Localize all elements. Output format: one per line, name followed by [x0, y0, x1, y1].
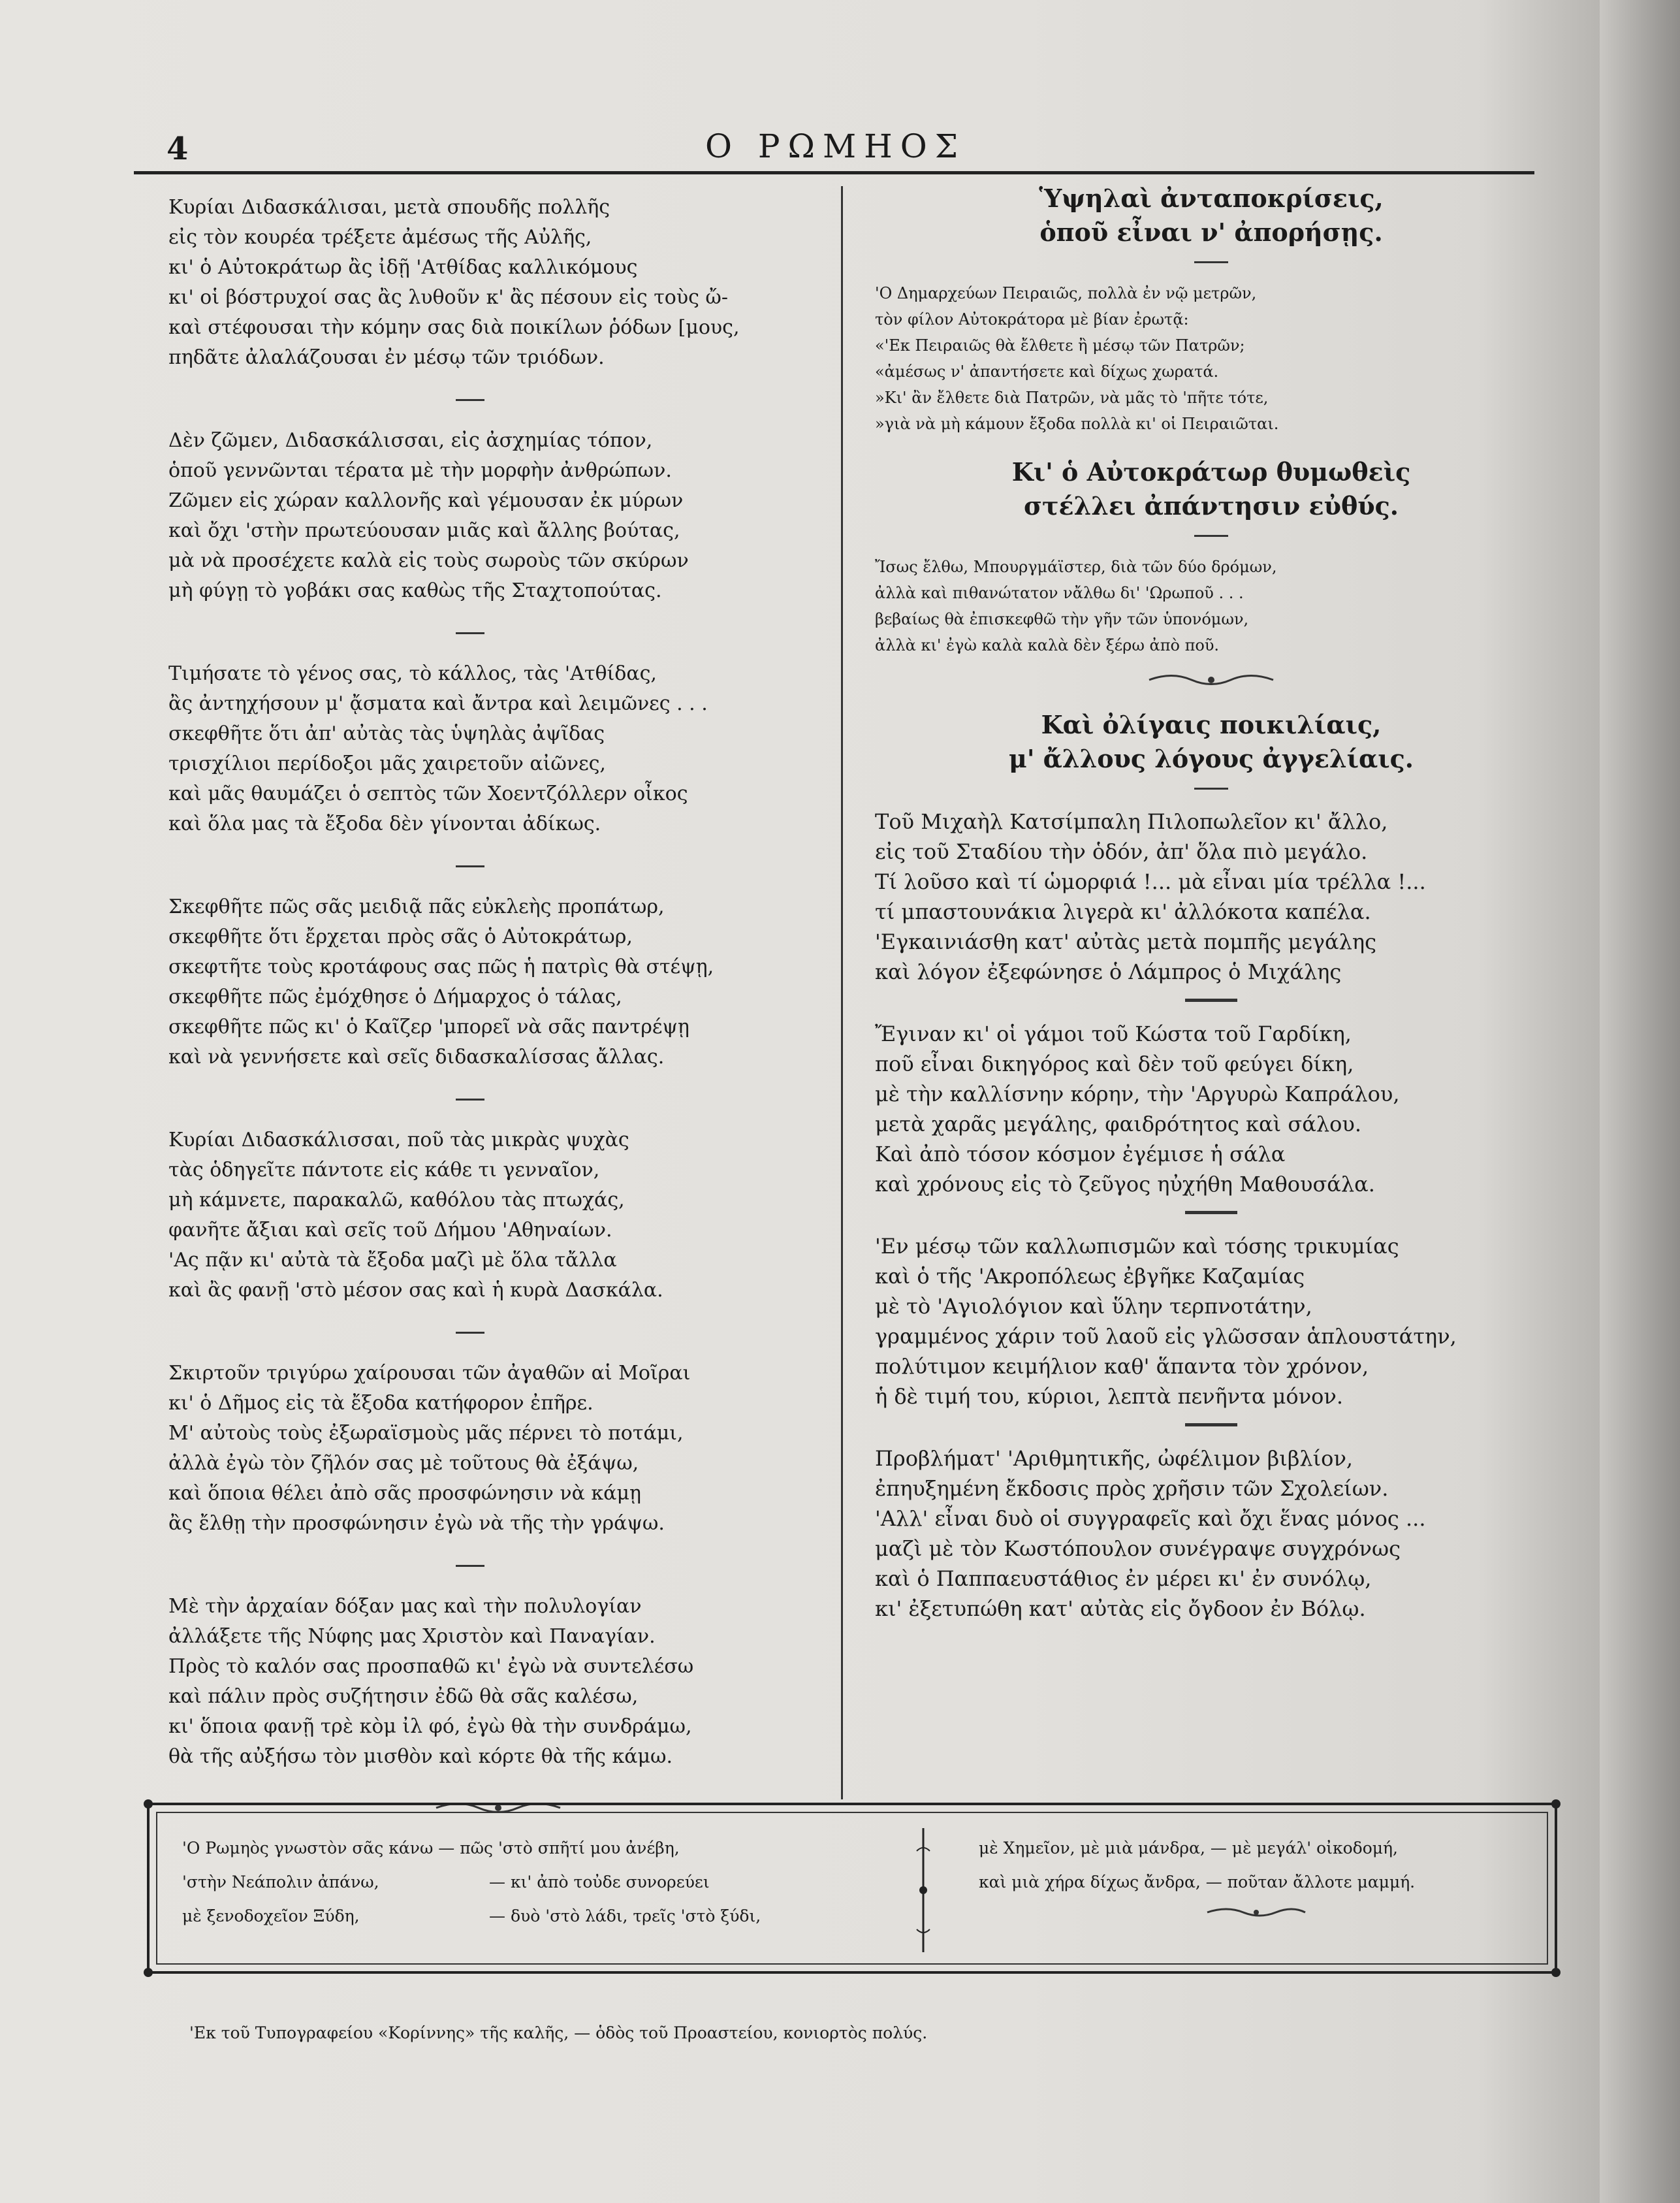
- notice-stanza: [875, 807, 1547, 987]
- verse-line: καὶ ὅλα μας τὰ ἔξοδα δὲν γίνονται ἀδίκως.: [168, 812, 601, 835]
- verse-line: κι' ὁ Δῆμος εἰς τὰ ἔξοδα κατήφορον ἐπῆρε.: [168, 1392, 594, 1415]
- ad-line-text: μὲ Χημεῖον, μὲ μιὰ μάνδρα, — μὲ μεγάλ' οἰκοδομή,: [979, 1839, 1398, 1857]
- verse-line: Μὲ τὴν ἀρχαίαν δόξαν μας καὶ τὴν πολυλογίαν: [168, 1595, 642, 1618]
- verse-line: σκεφθῆτε ὅτι ἀπ' αὐτὰς τὰς ὑψηλὰς ἀψῖδας: [168, 722, 605, 745]
- verse-line: ἀλλάξετε τῆς Νύφης μας Χριστὸν καὶ Παναγίαν.: [168, 1625, 656, 1648]
- verse-line: ἀλλὰ καὶ πιθανώτατον νἄλθω δι' 'Ωρωποῦ . . .: [875, 584, 1244, 602]
- notice-stanza: [875, 1231, 1547, 1411]
- verse-line: καὶ ὁ Παππαευστάθιος ἐν μέρει κι' ἐν συνόλῳ,: [875, 1566, 1372, 1591]
- stanza: [168, 892, 828, 1072]
- verse-line: πολύτιμον κειμήλιον καθ' ἅπαντα τὸν χρόνον,: [875, 1354, 1369, 1379]
- verse-line: 'Αλλ' εἶναι δυὸ οἱ συγγραφεῖς καὶ ὄχι ἕνας μόνος ...: [875, 1506, 1426, 1531]
- verse-line: Καὶ ἀπὸ τόσον κόσμον ἐγέμισε ἡ σάλα: [875, 1142, 1286, 1166]
- notice-stanza: [875, 1443, 1547, 1624]
- verse-line: Ζῶμεν εἰς χώραν καλλονῆς καὶ γέμουσαν ἐκ μύρων: [168, 489, 684, 512]
- verse-line: ὁποῦ γεννῶνται τέρατα μὲ τὴν μορφὴν ἀνθρώπων.: [168, 459, 672, 482]
- verse-line: κι' οἱ βόστρυχοί σας ἂς λυθοῦν κ' ἂς πέσουν εἰς τοὺς ὤ-: [168, 286, 729, 309]
- verse-line: 'Ο Δημαρχεύων Πειραιῶς, πολλὰ ἐν νῷ μετρῶν,: [875, 284, 1257, 302]
- verse-line: τρισχίλιοι περίδοξοι μᾶς χαιρετοῦν αἰῶνες,: [168, 752, 606, 775]
- advertisement-left-text: [182, 1831, 953, 1933]
- verse-line: μὰ νὰ προσέχετε καλὰ εἰς τοὺς σωροὺς τῶν σκύρων: [168, 549, 689, 572]
- verse-line: Κυρίαι Διδασκάλισαι, μετὰ σπουδῆς πολλῆς: [168, 196, 610, 219]
- verse-line: σκεφθῆτε πῶς κι' ὁ Καῖζερ 'μπορεῖ νὰ σᾶς παντρέψῃ: [168, 1016, 689, 1038]
- stanza-separator: [456, 1099, 484, 1101]
- verse-line: μὴ κάμνετε, παρακαλῶ, καθόλου τὰς πτωχάς,: [168, 1189, 625, 1212]
- verse-line: γραμμένος χάριν τοῦ λαοῦ εἰς γλῶσσαν ἁπλουστάτην,: [875, 1324, 1457, 1349]
- verse-line: Σκεφθῆτε πῶς σᾶς μειδιᾷ πᾶς εὐκλεὴς προπάτωρ,: [168, 895, 665, 918]
- verse-line: ἐπηυξημένη ἔκδοσις πρὸς χρῆσιν τῶν Σχολείων.: [875, 1476, 1389, 1501]
- section-heading: Κι' ὁ Αὐτοκράτωρ θυμωθεὶς: [1011, 457, 1411, 487]
- advertisement-box: [147, 1803, 1557, 1974]
- ad-line: [979, 1865, 1534, 1899]
- corner-dot-icon: [1551, 1968, 1561, 1977]
- verse-line: καὶ χρόνους εἰς τὸ ζεῦγος ηὐχήθη Μαθουσάλα.: [875, 1172, 1375, 1197]
- verse-line: καὶ λόγον ἐξεφώνησε ὁ Λάμπρος ὁ Μιχάλης: [875, 959, 1342, 984]
- verse-line: ἂς ἀντηχήσουν μ' ᾄσματα καὶ ἄντρα καὶ λειμῶνες . . .: [168, 692, 708, 715]
- flourish-ornament: [979, 1905, 1534, 1923]
- vertical-ornament-icon: [913, 1825, 933, 1955]
- verse-line: καὶ στέφουσαι τὴν κόμην σας διὰ ποικίλων ῥόδων [μους,: [168, 316, 740, 339]
- verse-line: Πρὸς τὸ καλόν σας προσπαθῶ κι' ἐγὼ νὰ συντελέσω: [168, 1655, 694, 1678]
- verse-line: καὶ ὁ τῆς 'Ακροπόλεως ἐβγῆκε Καζαμίας: [875, 1264, 1305, 1289]
- verse-line: σκεφθῆτε πῶς ἐμόχθησε ὁ Δήμαρχος ὁ τάλας,: [168, 986, 622, 1008]
- section-heading: μ' ἄλλους λόγους ἀγγελίαις.: [1009, 744, 1414, 773]
- verse-line: καὶ ὅποια θέλει ἀπὸ σᾶς προσφώνησιν νὰ κάμῃ: [168, 1482, 641, 1505]
- section-heading: Ὑψηλαὶ ἀνταποκρίσεις,: [1039, 184, 1384, 213]
- stanza: [168, 193, 828, 373]
- verse-line: Ἴσως ἔλθω, Μπουργμάϊστερ, διὰ τῶν δύο δρόμων,: [875, 558, 1277, 576]
- verse-line: καὶ μᾶς θαυμάζει ὁ σεπτὸς τῶν Χοεντζόλλερν οἶκος: [168, 782, 688, 805]
- verse-line: Ἔγιναν κι' οἱ γάμοι τοῦ Κώστα τοῦ Γαρδίκη,: [875, 1021, 1352, 1046]
- verse-line: μὴ φύγῃ τὸ γοβάκι σας καθὼς τῆς Σταχτοπούτας.: [168, 579, 662, 602]
- verse-line: 'Εν μέσῳ τῶν καλλωπισμῶν καὶ τόσης τρικυμίας: [875, 1234, 1399, 1259]
- stanza-separator: [456, 1332, 484, 1334]
- verse-line: ἡ δὲ τιμή του, κύριοι, λεπτὰ πενῆντα μόνον.: [875, 1384, 1344, 1409]
- stanza-separator: [456, 865, 484, 867]
- page-number: 4: [166, 131, 189, 167]
- ad-line-text: 'στὴν Νεάπολιν ἀπάνω,: [182, 1873, 379, 1891]
- stanza: [168, 659, 828, 839]
- verse-line: Τοῦ Μιχαὴλ Κατσίμπαλη Πιλοπωλεῖον κι' ἄλλο,: [875, 809, 1388, 834]
- verse-line: Σκιρτοῦν τριγύρω χαίρουσαι τῶν ἀγαθῶν αἱ Μοῖραι: [168, 1362, 691, 1385]
- section-heading: ὁποῦ εἶναι ν' ἀπορήσῃς.: [1039, 217, 1383, 247]
- verse-line: «ἀμέσως ν' ἀπαντήσετε καὶ δίχως χωρατά.: [875, 362, 1219, 381]
- printer-imprint: 'Εκ τοῦ Τυπογραφείου «Κορίννης» τῆς καλῆς, — ὁδὸς τοῦ Προαστείου, κονιορτὸς πολύς.: [189, 2023, 928, 2042]
- verse-line: θὰ τῆς αὐξήσω τὸν μισθὸν καὶ κόρτε θὰ τῆς κάμω.: [168, 1745, 673, 1768]
- verse-line: καὶ πάλιν πρὸς συζήτησιν ἐδῶ θὰ σᾶς καλέσω,: [168, 1685, 639, 1708]
- column-divider: [841, 186, 843, 1799]
- verse-line: κι' ἐξετυπώθη κατ' αὐτὰς εἰς ὄγδοον ἐν Βόλῳ.: [875, 1596, 1366, 1621]
- left-column-poem: [168, 193, 828, 1836]
- notice-separator: [1185, 999, 1237, 1002]
- right-column: [875, 182, 1547, 1624]
- heading-separator: [1194, 535, 1228, 537]
- verse-line: ἀλλὰ κι' ἐγὼ καλὰ καλὰ δὲν ξέρω ἀπὸ ποῦ.: [875, 636, 1220, 654]
- verse-line: πηδᾶτε ἀλαλάζουσαι ἐν μέσῳ τῶν τριόδων.: [168, 346, 605, 369]
- verse-line: »γιὰ νὰ μὴ κάμουν ἔξοδα πολλὰ κι' οἱ Πειραιῶται.: [875, 415, 1279, 433]
- verse-line: Τί λοῦσο καὶ τί ὡμορφιά !... μὰ εἶναι μία τρέλλα !...: [875, 869, 1426, 894]
- stanza: [168, 1359, 828, 1539]
- verse-line: καὶ ἂς φανῇ 'στὸ μέσον σας καὶ ἡ κυρὰ Δασκάλα.: [168, 1279, 663, 1302]
- verse-line: ἂς ἔλθῃ τὴν προσφώνησιν ἐγὼ νὰ τῆς τὴν γράψω.: [168, 1512, 665, 1535]
- verse-line: μαζὶ μὲ τὸν Κωστόπουλον συνέγραψε συγχρόνως: [875, 1536, 1401, 1561]
- masthead-title: Ο ΡΩΜΗΟΣ: [705, 127, 966, 165]
- stanza-separator: [456, 632, 484, 634]
- verse-line: Τιμήσατε τὸ γένος σας, τὸ κάλλος, τὰς 'Ατθίδας,: [168, 662, 657, 685]
- corner-dot-icon: [144, 1968, 153, 1977]
- verse-line: καὶ νὰ γεννήσετε καὶ σεῖς διδασκαλίσσας ἄλλας.: [168, 1046, 665, 1069]
- verse-line: «'Εκ Πειραιῶς θὰ ἔλθετε ἢ μέσῳ τῶν Πατρῶν;: [875, 336, 1245, 355]
- ad-line-text: — δυὸ 'στὸ λάδι, τρεῖς 'στὸ ξύδι,: [489, 1906, 761, 1925]
- verse-line: καὶ ὄχι 'στὴν πρωτεύουσαν μιᾶς καὶ ἄλλης βούτας,: [168, 519, 680, 542]
- verse-line: Μ' αὐτοὺς τοὺς ἐξωραϊσμοὺς μᾶς πέρνει τὸ ποτάμι,: [168, 1422, 684, 1445]
- notice-separator: [1185, 1423, 1237, 1426]
- heading-separator: [1194, 261, 1228, 263]
- verse-line: Δὲν ζῶμεν, Διδασκάλισσαι, εἰς ἀσχημίας τόπον,: [168, 429, 653, 452]
- verse-line: φανῆτε ἄξιαι καὶ σεῖς τοῦ Δήμου 'Αθηναίων.: [168, 1219, 612, 1242]
- flourish-ornament: [875, 670, 1547, 696]
- corner-dot-icon: [1551, 1799, 1561, 1809]
- ad-line-text: καὶ μιὰ χήρα δίχως ἄνδρα, — ποῦταν ἄλλοτε μαμμή.: [979, 1873, 1416, 1891]
- stanza: [168, 1125, 828, 1306]
- verse-line: κι' ὅποια φανῇ τρὲ κὸμ ἰλ φό, ἐγὼ θὰ τὴν συνδράμω,: [168, 1715, 692, 1738]
- verse-line: μὲ τὸ 'Αγιολόγιον καὶ ὕλην τερπνοτάτην,: [875, 1294, 1312, 1319]
- stanza-separator: [456, 1565, 484, 1567]
- verse-line: βεβαίως θὰ ἐπισκεφθῶ τὴν γῆν τῶν ὑπονόμων,: [875, 610, 1249, 628]
- stanza: [168, 1592, 828, 1772]
- corner-dot-icon: [144, 1799, 153, 1809]
- ad-line: [182, 1865, 953, 1899]
- ad-line-text: — κι' ἀπὸ τοὐδε συνορεύει: [489, 1873, 710, 1891]
- verse-line: 'Εγκαινιάσθη κατ' αὐτὰς μετὰ πομπῆς μεγάλης: [875, 929, 1376, 954]
- verse-line: »Κι' ἂν ἔλθετε διὰ Πατρῶν, νὰ μᾶς τὸ 'πῆτε τότε,: [875, 389, 1269, 407]
- header-rule: [134, 171, 1534, 174]
- verse-line: μετὰ χαρᾶς μεγάλης, φαιδρότητος καὶ σάλου.: [875, 1112, 1361, 1136]
- verse-line: Προβλήματ' 'Αριθμητικῆς, ὠφέλιμον βιβλίον,: [875, 1446, 1354, 1471]
- stanza-separator: [456, 399, 484, 401]
- ad-line-text: μὲ ξενοδοχεῖον Ξύδη,: [182, 1906, 360, 1925]
- verse-line: Κυρίαι Διδασκάλισσαι, ποῦ τὰς μικρὰς ψυχὰς: [168, 1129, 629, 1151]
- verse-line: κι' ὁ Αὐτοκράτωρ ἂς ἰδῇ 'Ατθίδας καλλικόμους: [168, 256, 638, 279]
- verse-line: σκεφτῆτε τοὺς κροτάφους σας πῶς ἡ πατρὶς θὰ στέψῃ,: [168, 956, 714, 978]
- ad-line: [182, 1899, 953, 1933]
- verse-line: εἰς τὸν κουρέα τρέξετε ἀμέσως τῆς Αὐλῆς,: [168, 226, 592, 249]
- advertisement-right-text: [979, 1831, 1534, 1923]
- verse-line: μὲ τὴν καλλίσνην κόρην, τὴν 'Αργυρὼ Καπράλου,: [875, 1082, 1400, 1106]
- verse-line: τί μπαστουνάκια λιγερὰ κι' ἀλλόκοτα καπέλα.: [875, 899, 1371, 924]
- ad-line: [182, 1831, 953, 1865]
- stanza: [168, 426, 828, 606]
- ad-line-text: 'Ο Ρωμηὸς γνωστὸν σᾶς κάνω — πῶς 'στὸ σπῆτί μου ἀνέβη,: [182, 1839, 680, 1857]
- verse-line: τὸν φίλον Αὐτοκράτορα μὲ βίαν ἐρωτᾷ:: [875, 310, 1189, 329]
- verse-line: εἰς τοῦ Σταδίου τὴν ὁδόν, ἀπ' ὅλα πιὸ μεγάλο.: [875, 839, 1368, 864]
- notice-separator: [1185, 1211, 1237, 1214]
- verse-line: ποῦ εἶναι δικηγόρος καὶ δὲν τοῦ φεύγει δίκη,: [875, 1052, 1354, 1076]
- heading-separator: [1194, 788, 1228, 790]
- page-edge-shadow: [1600, 0, 1680, 2203]
- section-heading: Καὶ ὀλίγαις ποικιλίαις,: [1041, 710, 1382, 739]
- verse-line: 'Ας πᾷν κι' αὐτὰ τὰ ἔξοδα μαζὶ μὲ ὅλα τἄλλα: [168, 1249, 617, 1272]
- section-heading: στέλλει ἀπάντησιν εὐθύς.: [1023, 491, 1399, 521]
- notice-stanza: [875, 1019, 1547, 1199]
- verse-line: σκεφθῆτε ὅτι ἔρχεται πρὸς σᾶς ὁ Αὐτοκράτωρ,: [168, 925, 633, 948]
- verse-line: ἀλλὰ ἐγὼ τὸν ζῆλόν σας μὲ τοῦτους θὰ ἐξάψω,: [168, 1452, 639, 1475]
- ad-line: [979, 1831, 1534, 1865]
- verse-line: τὰς ὁδηγεῖτε πάντοτε εἰς κάθε τι γενναῖον,: [168, 1159, 600, 1182]
